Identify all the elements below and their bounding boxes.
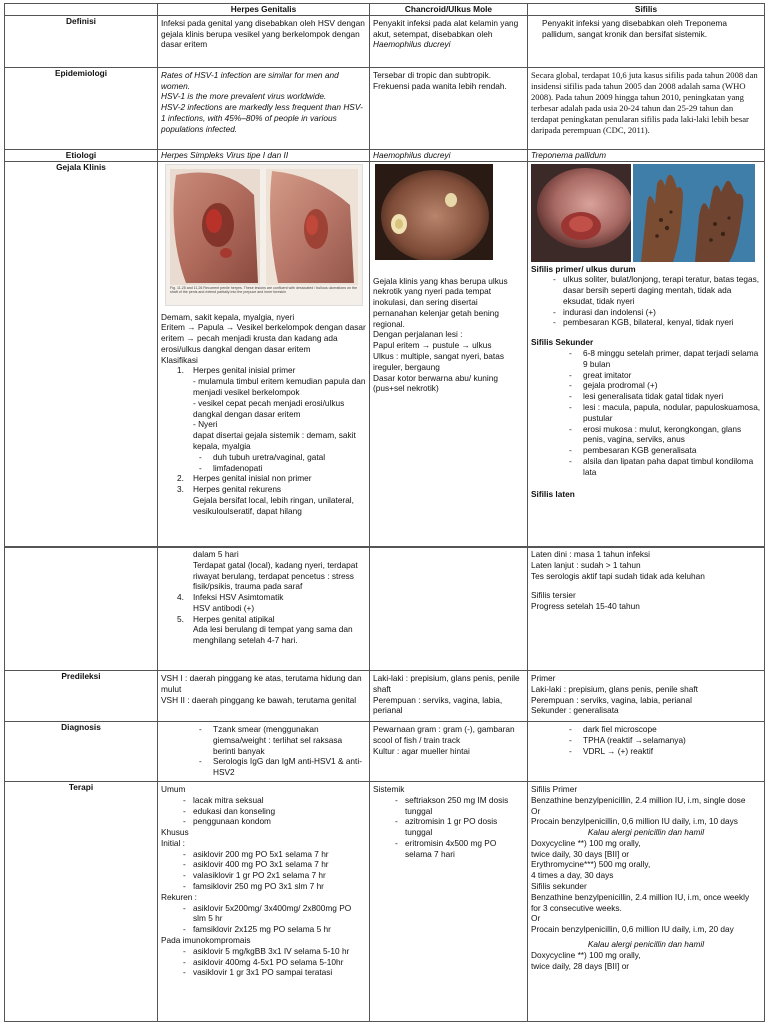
list-item: - great imitator bbox=[531, 370, 761, 381]
row-gejala bbox=[5, 161, 765, 547]
row-diagnosis bbox=[5, 722, 765, 782]
herpes-klasifikasi-item: 5. Herpes genital atipikal Ada lesi berulang di tempat yang sama dan menghilang setelah 4-7 hari. bbox=[177, 613, 353, 646]
header-herpes: Herpes Genitalis bbox=[158, 4, 370, 16]
header-row bbox=[5, 4, 765, 16]
chancroid-gejala-line-4: Ulkus : multiple, sangat nyeri, batas ireguler, bergaung bbox=[373, 351, 504, 372]
list-item: - Serologis IgG dan IgM anti-HSV1 & anti-HSV2 bbox=[161, 756, 366, 778]
row-label-predileksi: Predileksi bbox=[5, 671, 158, 722]
row-label-diagnosis: Diagnosis bbox=[5, 722, 158, 782]
list-item: - eritromisin 4x500 mg PO selama 7 hari bbox=[373, 838, 524, 860]
definisi-sifilis: Penyakit infeksi yang disebabkan oleh Treponema pallidum, sangat kronik dan bersifat sistemik. bbox=[528, 15, 765, 67]
list-item: - famsiklovir 2x125 mg PO selama 5 hr bbox=[161, 924, 366, 935]
comparison-table-part-1 bbox=[4, 3, 765, 548]
list-item: - penggunaan kondom bbox=[161, 816, 366, 827]
sifilis-clinical-photos bbox=[531, 164, 761, 262]
chancroid-gejala-line-1: Gejala klinis yang khas berupa ulkus nekrotik yang nyeri pada tempat inokulasi, dan sering disertai pernanahan kelenjar getah bening regional. bbox=[373, 275, 508, 329]
list-item: - lesi : macula, papula, nodular, papuloskuamosa, pustular bbox=[531, 402, 761, 424]
list-item: - gejala prodromal (+) bbox=[531, 380, 761, 391]
row-label-empty bbox=[5, 547, 158, 671]
list-item: - pembesaran KGB generalisata bbox=[531, 445, 761, 456]
gejala-sifilis bbox=[528, 161, 765, 547]
list-item: - asiklovir 200 mg PO 5x1 selama 7 hr bbox=[161, 849, 366, 860]
header-empty bbox=[5, 4, 158, 16]
sifilis-sekunder-list bbox=[531, 348, 761, 477]
sifilis-primer-list bbox=[531, 274, 761, 328]
comparison-table-part-2 bbox=[4, 546, 765, 1022]
gejala-herpes bbox=[158, 161, 370, 547]
gejala-sifilis-continued: Laten dini : masa 1 tahun infeksi Laten lanjut : sudah > 1 tahun Tes serologis aktif tapi sudah tidak ada keluhan Sifilis tersier Progress setelah 15-40 tahun bbox=[528, 547, 765, 671]
list-item: - valasiklovir 1 gr PO 2x1 selama 7 hr bbox=[161, 870, 366, 881]
list-item: - asiklovir 400 mg PO 3x1 selama 7 hr bbox=[161, 859, 366, 870]
predileksi-herpes: VSH I : daerah pinggang ke atas, terutama hidung dan mulut VSH II : daerah pinggang ke bawah, terutama genital bbox=[158, 671, 370, 722]
herpes-clinical-photo bbox=[165, 164, 363, 306]
herpes-klasifikasi-item: 2. Herpes genital inisial non primer bbox=[177, 473, 312, 484]
list-item: - lesi generalisata tidak gatal tidak nyeri bbox=[531, 391, 761, 402]
header-sifilis: Sifilis bbox=[528, 4, 765, 16]
row-gejala-continued bbox=[5, 547, 765, 671]
gejala-chancroid bbox=[370, 161, 528, 547]
predileksi-chancroid: Laki-laki : prepisium, glans penis, penile shaft Perempuan : serviks, vagina, labia, perianal bbox=[370, 671, 528, 722]
sifilis-tersier-title: Sifilis tersier bbox=[531, 590, 576, 601]
sifilis-sekunder-title: Sifilis Sekunder bbox=[531, 337, 594, 348]
diagnosis-sifilis bbox=[528, 722, 765, 782]
sifilis-photo-1 bbox=[531, 164, 631, 262]
list-item: - erosi mukosa : mulut, kerongkongan, glans penis, vagina, serviks, anus bbox=[531, 424, 761, 446]
sifilis-primer-title: Sifilis primer/ ulkus durum bbox=[531, 263, 636, 274]
row-label-etiologi: Etiologi bbox=[5, 149, 158, 161]
list-item: - TPHA (reaktif →selamanya) bbox=[531, 735, 761, 746]
herpes-gejala-line-2: Eritem → Papula → Vesikel berkelompok dengan dasar eritem → pecah menjadi krusta dan kadang ada erosi/ulkus dangkal dengan dasar eritem bbox=[161, 322, 366, 354]
chancroid-photo-image bbox=[375, 164, 493, 260]
chancroid-gejala-line-2: Dengan perjalanan lesi : bbox=[373, 329, 463, 340]
terapi-sifilis: Sifilis Primer Benzathine benzylpenicillin, 2.4 million IU, i.m, single dose Or Procain benzylpenicillin, 0,6 million IU daily, i.m, 10 days Kalau alergi penicillin dan hamil Doxycycline **) 100 mg orally, twice daily, 30 days [BII] or Erythromycine***) 500 mg orally, 4 times a day, 30 days Sifilis sekunder Benzathine benzylpenicillin, 2.4 million IU, i.m, once weekly for 3 consecutive weeks. Or Procain benzylpenicillin, 0,6 million IU daily, i.m, 20 day Kalau alergi penicillin dan hamil Doxycycline **) 100 mg orally, twice daily, 28 days [BII] or bbox=[528, 782, 765, 1022]
chancroid-gejala-line-5: Dasar kotor berwarna abu/ kuning (pus+sel nekrotik) bbox=[373, 372, 498, 394]
epidemiologi-herpes: Rates of HSV-1 infection are similar for men and women. HSV-1 is the more prevalent virus worldwide. HSV-2 infections are markedly less frequent than HSV-1 infections, with 45%–80% of people in various populations infected. bbox=[158, 67, 370, 149]
row-label-terapi: Terapi bbox=[5, 782, 158, 1022]
row-etiologi bbox=[5, 149, 765, 161]
sifilis-laten-title: Sifilis laten bbox=[531, 489, 575, 500]
definisi-herpes: Infeksi pada genital yang disebabkan oleh HSV dengan gejala klinis berupa vesikel yang berkelompok dengan dasar eritem bbox=[158, 15, 370, 67]
predileksi-sifilis: Primer Laki-laki : prepisium, glans penis, penile shaft Perempuan : serviks, vagina, labia, perianal Sekunder : generalisata bbox=[528, 671, 765, 722]
list-item: - lacak mitra seksual bbox=[161, 795, 366, 806]
etiologi-herpes: Herpes Simpleks Virus tipe I dan II bbox=[158, 149, 370, 161]
list-item: - limfadenopati bbox=[161, 463, 366, 474]
row-definisi bbox=[5, 15, 765, 67]
herpes-klasifikasi-item: 3. Herpes genital rekurens Gejala bersifat local, lebih ringan, unilateral, vesikuloulseratif, dapat hilang bbox=[177, 484, 354, 516]
terapi-chancroid: Sistemik - seftriakson 250 mg IM dosis tunggal - azitromisin 1 gr PO dosis tunggal - eritromisin 4x500 mg PO selama 7 hari bbox=[370, 782, 528, 1022]
herpes-primer-dash-list bbox=[161, 452, 366, 474]
list-item: - ulkus soliter, bulat/lonjong, terapi teratur, batas tegas, dasar bersih seperti daging mentah, tidak ada eksudat, tidak nyeri bbox=[531, 274, 761, 306]
herpes-photo-caption: Fig. 11.25 and 11.26 Recurrent penile herpes. These lesions are confluent with dessicated / bullous ulcerations on the shaft of the penis and extend partially into the prepuce and inner foreskin bbox=[170, 285, 357, 295]
header-chancroid: Chancroid/Ulkus Mole bbox=[370, 4, 528, 16]
list-item: - famsiklovir 250 mg PO 3x1 slm 7 hr bbox=[161, 881, 366, 892]
list-item: - 6-8 minggu setelah primer, dapat terjadi selama 9 bulan bbox=[531, 348, 761, 370]
diagnosis-chancroid: Pewarnaan gram : gram (-), gambaran scool of fish / train track Kultur : agar mueller hintai bbox=[370, 722, 528, 782]
herpes-gejala-line-1: Demam, sakit kepala, myalgia, nyeri bbox=[161, 311, 295, 322]
epidemiologi-chancroid: Tersebar di tropic dan subtropik. Frekuensi pada wanita lebih rendah. bbox=[370, 67, 528, 149]
row-epidemiologi bbox=[5, 67, 765, 149]
epidemiologi-sifilis: Secara global, terdapat 10,6 juta kasus sifilis pada tahun 2008 dan insidensi sifilis pada tahun 2005 dan 2008 adalah sama (WHO 2008). Pada tahun 2009 hingga tahun 2010, peningkatan yang terbesar adalah pada usia 20-24 tahun dan 25-29 tahun dan terdapat peningkatan penularan sifilis pada laki-laki lebih besar daripada perempuan (CDC, 2011). bbox=[528, 67, 765, 149]
list-item: - seftriakson 250 mg IM dosis tunggal bbox=[373, 795, 524, 817]
diagnosis-herpes bbox=[158, 722, 370, 782]
gejala-chancroid-continued bbox=[370, 547, 528, 671]
list-item: - asiklovir 400mg 4-5x1 PO selama 5-10hr bbox=[161, 957, 366, 968]
chancroid-gejala-line-3: Papul eritem → pustule → ulkus bbox=[373, 340, 492, 351]
row-label-epidemiologi: Epidemiologi bbox=[5, 67, 158, 149]
list-item: - asiklovir 5 mg/kgBB 3x1 IV selama 5-10 hr bbox=[161, 946, 366, 957]
row-label-definisi: Definisi bbox=[5, 15, 158, 67]
list-item: - dark fiel microscope bbox=[531, 724, 761, 735]
list-item: - azitromisin 1 gr PO dosis tunggal bbox=[373, 816, 524, 838]
row-label-gejala: Gejala Klinis bbox=[5, 161, 158, 547]
row-terapi bbox=[5, 782, 765, 1022]
terapi-herpes: Umum - lacak mitra seksual - edukasi dan konseling - penggunaan kondom Khusus Initial : - asiklovir 200 mg PO 5x1 selama 7 hr - asiklovir 400 mg PO 3x1 selama 7 hr - valasiklovir 1 gr PO 2x1 selama 7 hr - famsiklovir 250 mg PO 3x1 slm 7 hr Rekuren : - asiklovir 5x200mg/ 3x400mg/ 2x800mg PO slm 5 hr - famsiklovir 2x125 mg PO selama 5 hr Pada imunokompromais - asiklovir 5 mg/kgBB 3x1 IV selama 5-10 hr - asiklovir 400mg 4-5x1 PO selama 5-10hr - vasiklovir 1 gr 3x1 PO sampai teratasi bbox=[158, 782, 370, 1022]
list-item: - indurasi dan indolensi (+) bbox=[531, 307, 761, 318]
list-item: - edukasi dan konseling bbox=[161, 806, 366, 817]
etiologi-chancroid: Haemophilus ducreyi bbox=[370, 149, 528, 161]
list-item: - alsila dan lipatan paha dapat timbul kondiloma lata bbox=[531, 456, 761, 478]
list-item: - VDRL → (+) reaktif bbox=[531, 746, 761, 757]
etiologi-sifilis: Treponema pallidum bbox=[528, 149, 765, 161]
list-item: - Tzank smear (menggunakan giemsa/weight : terlihat sel raksasa berinti banyak bbox=[161, 724, 366, 756]
herpes-klasifikasi-title: Klasifikasi bbox=[161, 354, 198, 365]
herpes-klasifikasi-item: 4. Infeksi HSV Asimtomatik HSV antibodi (+) bbox=[177, 592, 284, 613]
definisi-chancroid: Penyakit infeksi pada alat kelamin yang akut, setempat, disebabkan oleh Haemophilus ducreyi bbox=[370, 15, 528, 67]
herpes-klasifikasi-item: 1. Herpes genital inisial primer - mulamula timbul eritem kemudian papula dan menjadi vesikel berkelompok - vesikel cepat pecah menjadi erosi/ulkus dangkal dengan dasar eritem - Nyeri dapat disertai gejala sistemik : demam, sakit kepala, myalgia bbox=[177, 365, 366, 451]
herpes-klasifikasi-list bbox=[161, 365, 366, 451]
row-predileksi bbox=[5, 671, 765, 722]
list-item: - pembesaran KGB, bilateral, kenyal, tidak nyeri bbox=[531, 317, 761, 328]
herpes-photo-image bbox=[166, 165, 362, 305]
gejala-herpes-continued: dalam 5 hari Terdapat gatal (local), kadang nyeri, terdapat riwayat berulang, terdapat pencetus : stress fisik/psikis, trauma pada saraf 4. Infeksi HSV Asimtomatik HSV antibodi (+) 5. Herpes genital atipikal Ada lesi berulang di tempat yang sama dan menghilang setelah 4-7 hari. bbox=[158, 547, 370, 671]
list-item: - duh tubuh uretra/vaginal, gatal bbox=[161, 452, 366, 463]
list-item: - asiklovir 5x200mg/ 3x400mg/ 2x800mg PO slm 5 hr bbox=[161, 903, 366, 925]
list-item: - vasiklovir 1 gr 3x1 PO sampai teratasi bbox=[161, 967, 366, 978]
sifilis-photo-2 bbox=[633, 164, 755, 262]
chancroid-clinical-photo bbox=[375, 164, 493, 260]
